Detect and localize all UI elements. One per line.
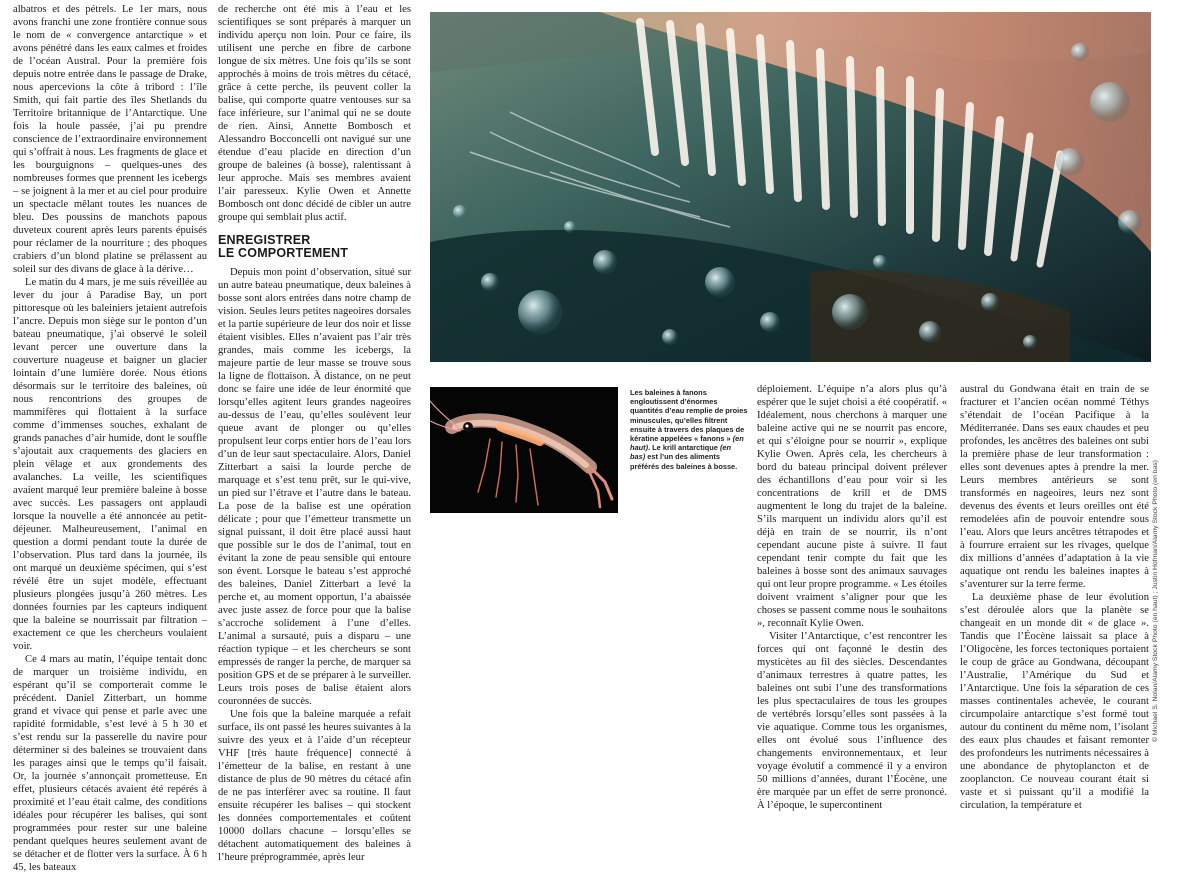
caption-position-top: (en haut) [630,434,744,453]
section-heading-line: ENREGISTRER [218,233,311,247]
paragraph: Le matin du 4 mars, je me suis réveillée au lever du jour à Paradise Bay, un port pittoresque où les baleiniers jetaient autrefois l’ancre. Depuis mon siège sur le ponton d’un bateau pneumatique, j’ai observé le soleil levant percer une ouverture dans la couverture nuageuse et baigner un glacier lointain d’une lumière dorée. Nous étions désormais sur le territoire des baleines, où nous rencontrions des groupes de mammifères qui flottaient à la surface comme d’immenses souches, exhalant de grands panaches d’air humide, dont le souffle s’ajoutait aux craquements des glaciers en plein vêlage et aux grondements des avalanches. La veille, les scientifiques avaient marqué leur première baleine à bosse avec succès. Les passagers ont applaudi lorsque la nouvelle a été annoncée au petit-déjeuner. Malheureusement, l’animal en question a dormi pendant toute la durée de l’observation. Plus tard dans la journée, ils ont marqué un deuxième spécimen, qui s’est révélé être un sujet modèle, effectuant plusieurs plongées jusqu’à 260 mètres. Les données fournies par les capteurs indiquent que la baleine se nourrissait par filtration – exactement ce que les chercheurs voulaient voir. [13,277,207,652]
article-column-5 [960,383,1149,812]
caption-text: . Le krill antarctique [648,443,720,453]
caption-position-bottom: (en bas) [630,443,732,462]
paragraph: Une fois que la baleine marquée a refait surface, ils ont passé les heures suivantes à la suivre des yeux et à l’aide d’un récepteur VHF [très haute fréquence] connecté à l’émetteur de la balise, en restant à une distance de plus de 90 mètres du cétacé afin de ne pas interférer avec sa routine. Il faut ensuite récupérer les balises – qui stockent les données comportementales et coûtent 10000 dollars chacune – lorsqu’elles se détachent automatiquement des baleines à l’heure préprogrammée, après leur [218,709,411,863]
krill-illustration [430,387,618,513]
baleen-photo [430,12,1151,362]
section-heading-line: LE COMPORTEMENT [218,246,349,260]
paragraph: de recherche ont été mis à l’eau et les scientifiques se sont préparés à marquer un individu aperçu non loin. Pour ce faire, ils utilisent une perche en fibre de carbone longue de six mètres. Une fois qu’ils se sont approchés à moins de trois mètres du cétacé, grâce à cette perche, ils peuvent coller la balise, qui comporte quatre ventouses sur sa face inférieure, sur l’animal qui ne se doute de rien. Ainsi, Annette Bombosch et Alessandro Bocconcelli ont navigué sur une étendue d’eau placide en direction d’un groupe de baleines (à bosse), ralentissant à leur approche. Mais ses membres avaient l’air paresseux. Kylie Owen et Annette Bombosch ont donc décidé de cibler un autre groupe qui semblait plus actif. [218,4,411,223]
article-column-1 [13,3,207,874]
paragraph: Visiter l’Antarctique, c’est rencontrer les forces qui ont façonné le destin des mysticètes au fil des siècles. Descendantes d’animaux terrestres à quatre pattes, les baleines ont subi l’une des transformations les plus spectaculaires de tous les groupes de vertébrés lorsqu’elles sont passées à la vie aquatique. Comme tous les organismes, elles ont évolué sous l’influence des changements environnementaux, et leur voyage évolutif a commencé il y a environ 50 millions d’années, durant l’Éocène, une ère marquée par un effet de serre prononcé. À l’époque, le supercontinent [757,631,947,811]
krill-photo [430,387,618,513]
paragraph: Ce 4 mars au matin, l’équipe tentait donc de marquer un troisième individu, en espérant qu’il se comporterait comme le précédent. Daniel Zitterbart, un homme grand et vivace qui pense et parle avec une rapidité formidable, s’est levé à 5 h 30 et s’est rendu sur la passerelle du navire pour déterminer si des baleines se trouvaient dans les parages ainsi que le temps qu’il faisait. Or, la journée s’annonçait prometteuse. En effet, plusieurs cétacés avaient été repérés à proximité et l’eau était calme, des conditions idéales pour récupérer les balises, qui sont programmées pour rester sur une baleine pendant quelques heures seulement avant de se détacher et de flotter vers la surface. À 6 h 45, les bateaux [13,654,207,873]
paragraph: déploiement. L’équipe n’a alors plus qu’à espérer que le sujet choisi a été coopératif. « Idéalement, nous cherchons à marquer une baleine active qui ne se nourrit pas encore, et qui s’éloigne pour se nourrir », explique Kylie Owen. Après cela, les chercheurs à bord du bateau principal doivent prélever des échantillons d’eau pour voir si les concentrations de krill et de DMS augmentent le long du trajet de la baleine. S’ils marquent un individu alors qu’il est déjà en train de se nourrir, ils n’ont cependant aucune piste à suivre. Il faut cependant tenir compte du fait que les baleines à bosse sont des animaux sauvages qui ont leur propre programme. « Les étoiles doivent vraiment s’aligner pour que les choses se passent comme nous le souhaitons », reconnaît Kylie Owen. [757,384,947,629]
caption-text: Les baleines à fanons engloutissent d’énormes quantités d’eau remplie de proies minuscules, qu’elles filtrent ensuite à travers des plaques de kératine appelées « fanons » [630,388,748,444]
paragraph: albatros et des pétrels. Le 1er mars, nous avons franchi une zone frontière connue sous le nom de « convergence antarctique » et avons pénétré dans les eaux calmes et froides de l’océan Austral. Pour la première fois depuis notre entrée dans le passage de Drake, nous apercevions la côte à tribord : l’île Smith, qui fait partie des îles Shetlands du Territoire britannique de l’Antarctique. Une fois la houle passée, j’ai pu prendre conscience de l’extraordinaire environnement qui s’offrait à nous. Les fragments de glace et les bourguignons – quelques-unes des nombreuses formes que prennent les icebergs – se joignent à la mer et au ciel pour produire un spectacle mêlant toutes les nuances de bleu. Des poussins de manchots papous duveteux courent après leurs parents épuisés pour réclamer de la nourriture ; des phoques crabiers d’un blond platine se prélassent au soleil sur des divans de glace à la dérive… [13,4,207,275]
paragraph: Depuis mon point d’observation, situé sur un autre bateau pneumatique, deux baleines à bosse sont alors entrées dans notre champ de vision. Seules leurs petites nageoires dorsales et la partie supérieure de leur dos noir et lisse étaient visibles. Elles n’avaient pas l’air très grandes, mais comme les icebergs, la majeure partie de leur masse se trouve sous la ligne de flottaison. À distance, on ne peut donc se faire une idée de leur énormité que lorsqu’elles agitent leurs grandes nageoires au-dessus de l’eau, qu’elles soulèvent leur queue avant de plonger ou qu’elles propulsent leur corps entier hors de l’eau lors d’un de leur saut spectaculaire. Alors, Daniel Zitterbart a saisi la lourde perche de marquage et s’est tenu prêt, sur le qui-vive, un pied sur l’étrave et l’autre dans le bateau. La pose de la balise est une opération délicate ; pour que l’émetteur transmette un signal puissant, il doit être placé aussi haut que possible sur le dos de l’animal, tout en évitant la zone de peau sensible qui entoure son évent. Lorsque le bateau s’est approché des baleines, Daniel Zitterbart a levé la perche et, au moment opportun, l’a abaissée avec juste assez de force pour que la balise s’accroche solidement à l’une d’elles. L’animal a sursauté, puis a disparu – une réaction typique – et les chercheurs se sont empressés de ranger la perche, de marquer sa position GPS et de se préparer à le surveiller. Leurs trois poses de balise étaient alors couronnées de succès. [218,267,411,707]
caption-text: est l’un des aliments préférés des baleines à bosse. [630,452,738,471]
section-heading [218,234,411,260]
paragraph: austral du Gondwana était en train de se fracturer et l’ancien océan nommé Téthys s’étendait de l’océan Pacifique à la Méditerranée. Dans ses eaux chaudes et peu profondes, les ancêtres des baleines ont subi la première phase de leur transformation : elles sont devenues aptes à prendre la mer. Leurs membres antérieurs se sont transformés en nageoires, leurs nez sont devenus des évents et leurs oreilles ont été remodelées afin de pouvoir entendre sous l’eau. Alors que leurs ancêtres tétrapodes et à fourrure erraient sur les rivages, quelque dix millions d’années d’adaptation à la vie aquatique ont rendu les baleines inaptes à s’aventurer sur la terre ferme. [960,384,1149,590]
article-column-4 [757,383,947,812]
baleen-illustration [430,12,1151,362]
photo-caption [630,388,748,471]
photo-credit: © Michael S. Nolan/Alamy Stock Photo (en haut) ; Justin Hofman/Alamy Stock Photo (en bas) [1152,460,1159,742]
article-column-2 [218,3,411,864]
paragraph: La deuxième phase de leur évolution s’est déroulée alors que la planète se changeait en un monde dit « de glace ». Tandis que l’Éocène laissait sa place à l’Oligocène, les forces tectoniques portaient le coup de grâce au Gondwana, découpant l’Australie, l’Amérique du Sud et l’Antarctique. Une fois la séparation de ces masses continentales achevée, le courant circumpolaire antarctique s’est formé tout autour du continent du même nom, l’isolant des eaux plus chaudes et faisant remonter des profondeurs les nutriments nécessaires à une abondance de phytoplancton et de zooplancton. Ce nouveau courant était si vaste et si puissant qu’il a modifié la circulation, la température et [960,592,1149,811]
